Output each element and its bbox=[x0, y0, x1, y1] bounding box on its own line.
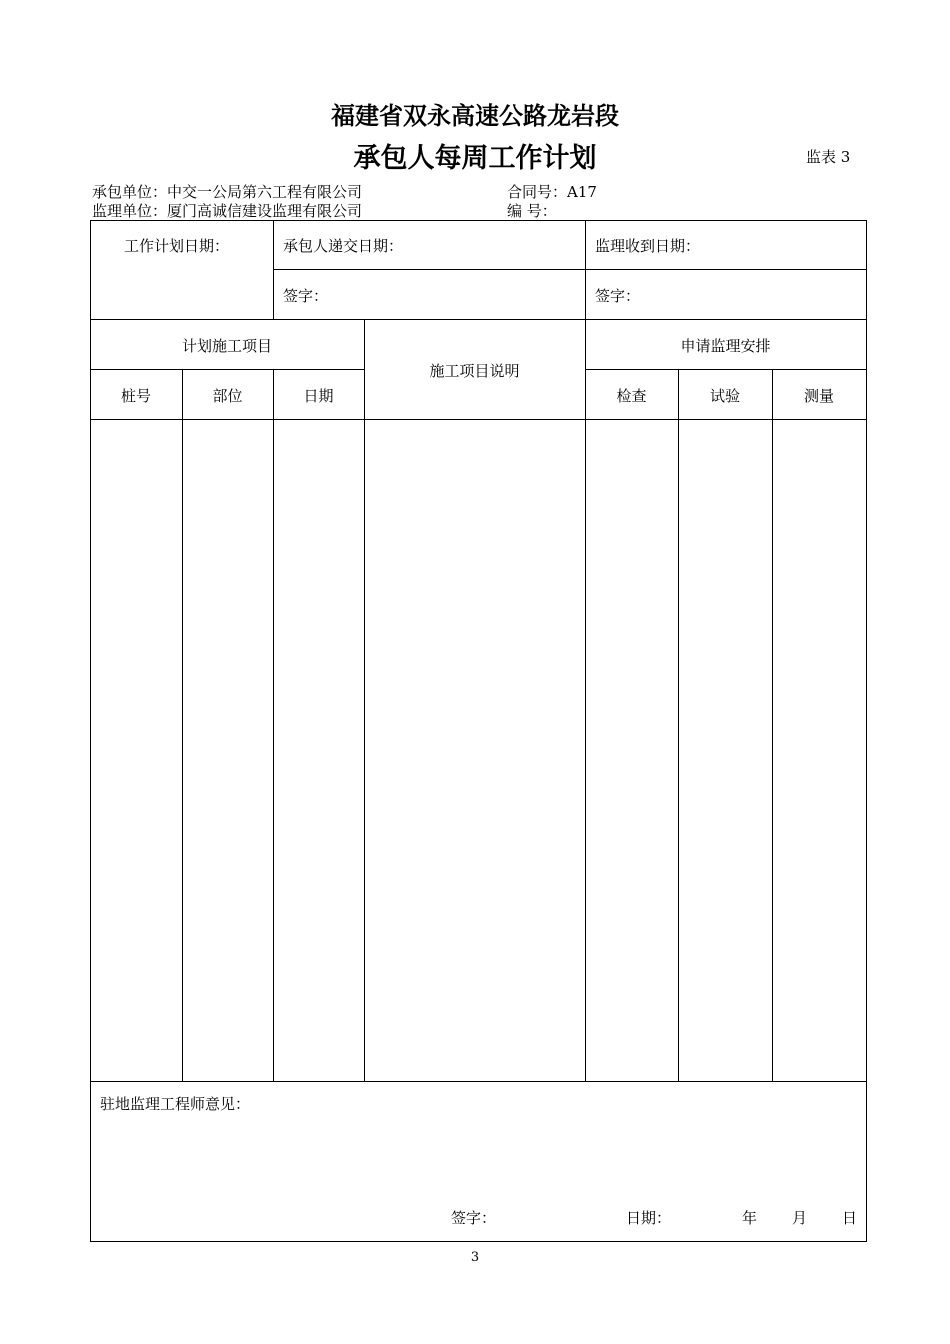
received-date-label: 监理收到日期： bbox=[595, 237, 701, 255]
column-test: 试验 bbox=[709, 387, 740, 405]
column-inspection: 检查 bbox=[616, 387, 647, 405]
supervision-request-header: 申请监理安排 bbox=[680, 337, 771, 355]
table-border-right bbox=[866, 220, 867, 1242]
serial-number: 编 号： bbox=[507, 202, 557, 220]
item-description-header: 施工项目说明 bbox=[429, 362, 520, 380]
row-divider-plan-header bbox=[90, 369, 364, 370]
footer-day-label: 日 bbox=[842, 1209, 858, 1227]
planned-items-header: 计划施工项目 bbox=[181, 337, 272, 355]
col-divider-3 bbox=[364, 319, 365, 1082]
column-survey: 测量 bbox=[803, 387, 834, 405]
col-divider-4 bbox=[585, 319, 586, 1082]
contractor-sign-label: 签字： bbox=[283, 287, 329, 305]
row-divider-column-header bbox=[90, 419, 867, 420]
page-number: 3 bbox=[470, 1250, 480, 1265]
row-divider-dates bbox=[90, 319, 867, 320]
plan-date-label: 工作计划日期： bbox=[124, 237, 230, 255]
table-border-top bbox=[90, 220, 867, 221]
footer-date-label: 日期： bbox=[626, 1209, 672, 1227]
col-divider-1 bbox=[182, 369, 183, 1082]
footer-sign-label: 签字： bbox=[451, 1209, 497, 1227]
engineer-opinion-label: 驻地监理工程师意见： bbox=[100, 1095, 251, 1113]
table-border-bottom bbox=[90, 1241, 867, 1242]
form-number: 监表 3 bbox=[806, 148, 851, 166]
col-divider-2 bbox=[273, 369, 274, 1082]
supervisor-unit: 监理单位：厦门高诚信建设监理有限公司 bbox=[92, 202, 363, 220]
footer-month-label: 月 bbox=[792, 1209, 808, 1227]
col-divider-6 bbox=[772, 369, 773, 1082]
col-divider-plan-date bbox=[273, 220, 274, 320]
column-date: 日期 bbox=[303, 387, 334, 405]
column-location: 部位 bbox=[212, 387, 243, 405]
row-divider-request-header bbox=[585, 369, 867, 370]
table-border-left bbox=[90, 220, 91, 1242]
submit-date-label: 承包人递交日期： bbox=[283, 237, 404, 255]
row-divider-sign bbox=[273, 269, 867, 270]
col-divider-received-date bbox=[585, 220, 586, 320]
footer-year-label: 年 bbox=[742, 1209, 758, 1227]
column-station: 桩号 bbox=[120, 387, 151, 405]
supervisor-sign-label: 签字： bbox=[595, 287, 641, 305]
document-title: 福建省双永高速公路龙岩段 bbox=[331, 101, 619, 130]
contractor-unit: 承包单位：中交一公局第六工程有限公司 bbox=[92, 183, 363, 201]
contract-number: 合同号：A17 bbox=[507, 183, 597, 201]
col-divider-5 bbox=[678, 369, 679, 1082]
row-divider-opinion bbox=[90, 1081, 867, 1082]
form-title: 承包人每周工作计划 bbox=[353, 143, 597, 174]
